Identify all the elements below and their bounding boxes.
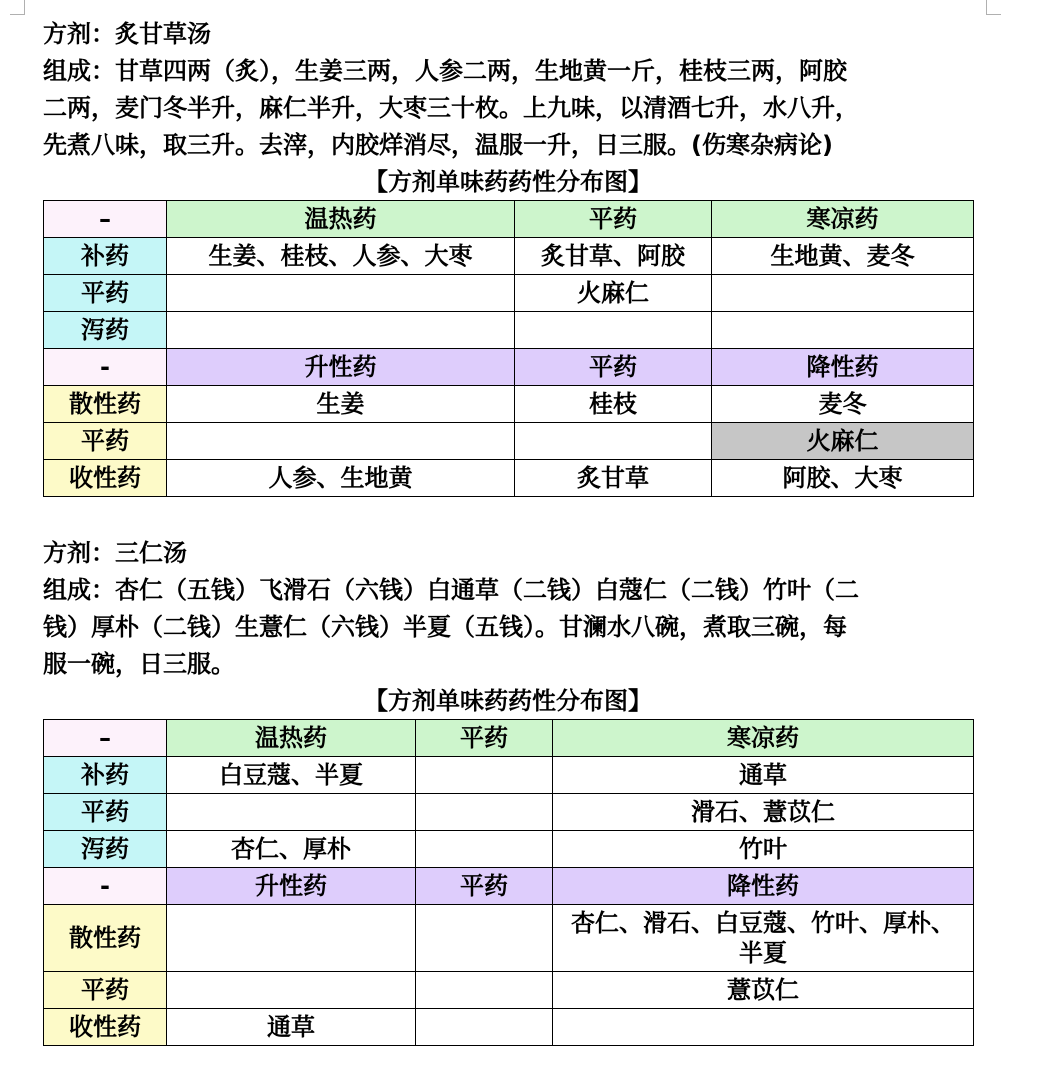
table-cell — [515, 312, 712, 349]
table-caption: 【方剂单味药药性分布图】 — [364, 168, 652, 196]
composition-line: 服一碗，日三服。 — [43, 650, 235, 678]
table-cell: 滑石、薏苡仁 — [553, 794, 974, 831]
table-cell: 杏仁、滑石、白豆蔻、竹叶、厚朴、半夏 — [553, 905, 974, 972]
row-label-neutral: 平药 — [44, 972, 167, 1009]
table-cell: 通草 — [167, 1009, 416, 1046]
header-cold-cool: 寒凉药 — [712, 201, 974, 238]
table-cell: 通草 — [553, 757, 974, 794]
table-cell-highlighted: 火麻仁 — [712, 423, 974, 460]
table-cell: 炙甘草 — [515, 460, 712, 497]
formula-section-1 — [43, 16, 973, 497]
table-row — [44, 386, 974, 423]
header-corner-cell: - — [44, 868, 167, 905]
temperature-header-row — [44, 201, 974, 238]
row-label-purging: 泻药 — [44, 831, 167, 868]
table-cell — [712, 275, 974, 312]
row-label-purging: 泻药 — [44, 312, 167, 349]
header-corner-cell: - — [44, 349, 167, 386]
table-cell: 杏仁、厚朴 — [167, 831, 416, 868]
temperature-header-row — [44, 720, 974, 757]
composition-line: 钱）厚朴（二钱）生薏仁（六钱）半夏（五钱）。甘澜水八碗，煮取三碗，每 — [43, 613, 847, 641]
table-cell: 桂枝 — [515, 386, 712, 423]
header-ascending: 升性药 — [167, 349, 515, 386]
row-label-dispersing: 散性药 — [44, 905, 167, 972]
table-row — [44, 831, 974, 868]
table-cell: 火麻仁 — [515, 275, 712, 312]
header-neutral: 平药 — [515, 201, 712, 238]
table-row — [44, 794, 974, 831]
composition-line: 组成：甘草四两（炙），生姜三两，人参二两，生地黄一斤，桂枝三两，阿胶 — [43, 57, 847, 85]
page-corner-mark-right — [986, 0, 1001, 15]
property-distribution-table — [43, 719, 974, 1046]
table-cell — [515, 423, 712, 460]
formula-section-2 — [43, 535, 973, 1046]
table-row — [44, 1009, 974, 1046]
composition-line: 先煮八味，取三升。去滓，内胶烊消尽，温服一升，日三服。(伤寒杂病论) — [43, 131, 833, 159]
table-cell — [416, 1009, 553, 1046]
row-label-neutral: 平药 — [44, 423, 167, 460]
row-label-tonic: 补药 — [44, 757, 167, 794]
direction-header-row — [44, 349, 974, 386]
table-cell: 生姜、桂枝、人参、大枣 — [167, 238, 515, 275]
table-cell: 麦冬 — [712, 386, 974, 423]
table-cell — [416, 794, 553, 831]
header-neutral: 平药 — [416, 720, 553, 757]
table-cell: 人参、生地黄 — [167, 460, 515, 497]
table-cell: 白豆蔻、半夏 — [167, 757, 416, 794]
table-row — [44, 312, 974, 349]
table-cell: 竹叶 — [553, 831, 974, 868]
formula-title: 方剂：三仁汤 — [43, 539, 187, 567]
table-cell: 生姜 — [167, 386, 515, 423]
row-label-neutral: 平药 — [44, 794, 167, 831]
table-row — [44, 423, 974, 460]
table-row — [44, 275, 974, 312]
table-row — [44, 460, 974, 497]
table-cell: 生地黄、麦冬 — [712, 238, 974, 275]
composition-line: 二两，麦门冬半升，麻仁半升，大枣三十枚。上九味，以清酒七升，水八升， — [43, 94, 859, 122]
table-row — [44, 238, 974, 275]
header-warm-hot: 温热药 — [167, 720, 416, 757]
table-cell — [416, 972, 553, 1009]
formula-title: 方剂：炙甘草汤 — [43, 20, 211, 48]
direction-header-row — [44, 868, 974, 905]
table-cell — [416, 831, 553, 868]
table-cell — [167, 312, 515, 349]
header-neutral: 平药 — [515, 349, 712, 386]
table-cell — [416, 757, 553, 794]
table-cell — [553, 1009, 974, 1046]
table-cell — [167, 905, 416, 972]
table-cell — [167, 794, 416, 831]
table-cell — [167, 423, 515, 460]
table-cell: 薏苡仁 — [553, 972, 974, 1009]
table-cell: 炙甘草、阿胶 — [515, 238, 712, 275]
property-distribution-table — [43, 200, 974, 497]
table-cell — [167, 972, 416, 1009]
table-row — [44, 905, 974, 972]
header-neutral: 平药 — [416, 868, 553, 905]
header-ascending: 升性药 — [167, 868, 416, 905]
table-row — [44, 972, 974, 1009]
row-label-dispersing: 散性药 — [44, 386, 167, 423]
table-caption: 【方剂单味药药性分布图】 — [364, 687, 652, 715]
row-label-neutral: 平药 — [44, 275, 167, 312]
row-label-astringent: 收性药 — [44, 1009, 167, 1046]
table-cell — [167, 275, 515, 312]
header-warm-hot: 温热药 — [167, 201, 515, 238]
table-cell — [712, 312, 974, 349]
row-label-astringent: 收性药 — [44, 460, 167, 497]
header-corner-cell: – — [44, 720, 167, 757]
row-label-tonic: 补药 — [44, 238, 167, 275]
table-row — [44, 757, 974, 794]
header-cold-cool: 寒凉药 — [553, 720, 974, 757]
header-descending: 降性药 — [712, 349, 974, 386]
composition-line: 组成：杏仁（五钱）飞滑石（六钱）白通草（二钱）白蔻仁（二钱）竹叶（二 — [43, 576, 859, 604]
table-cell: 阿胶、大枣 — [712, 460, 974, 497]
table-cell — [416, 905, 553, 972]
page-corner-mark-left — [10, 0, 25, 15]
header-corner-cell: – — [44, 201, 167, 238]
header-descending: 降性药 — [553, 868, 974, 905]
